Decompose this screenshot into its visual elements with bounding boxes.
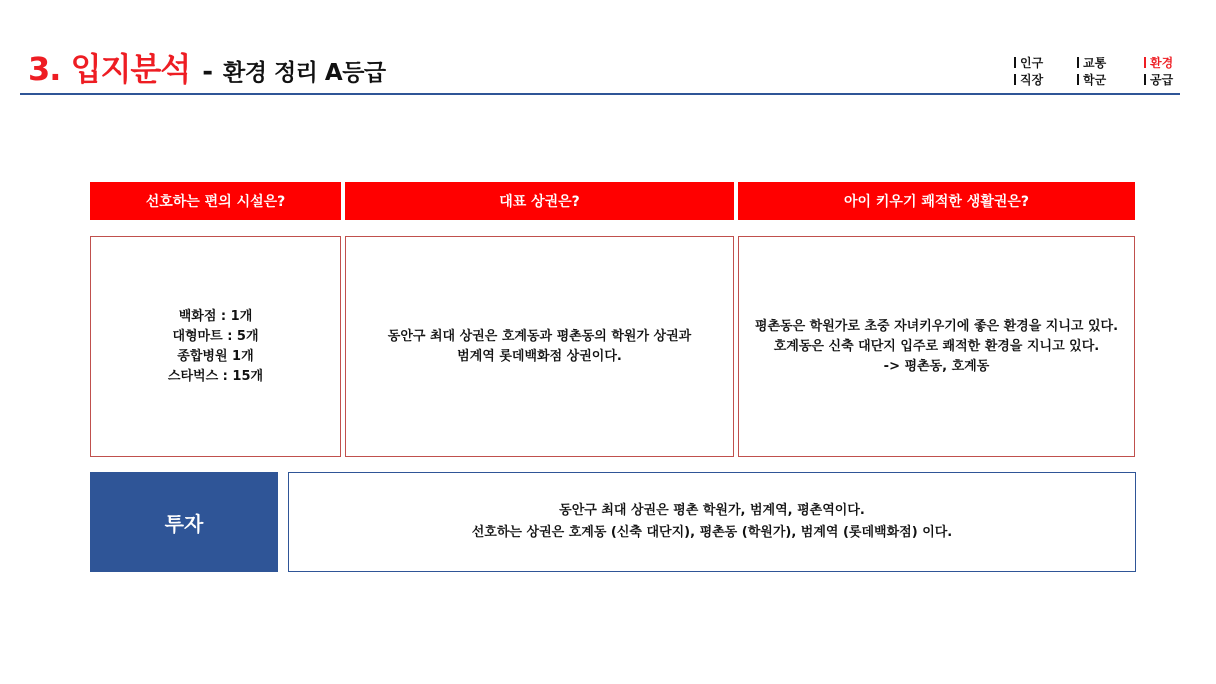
nav-bar-icon	[1077, 57, 1079, 68]
commercial-area-header: 대표 상권은?	[345, 182, 734, 220]
living-area-box	[738, 236, 1135, 457]
commercial-line: 범계역 롯데백화점 상권이다.	[457, 348, 622, 364]
facility-line: 종합병원 1개	[177, 348, 254, 364]
facility-line: 스타벅스 : 15개	[167, 368, 264, 384]
nav-item-school-district[interactable]: 학군	[1077, 72, 1106, 89]
facility-line: 백화점 : 1개	[178, 308, 253, 324]
nav-item-environment[interactable]: 환경	[1144, 55, 1173, 72]
title-separator: -	[202, 57, 214, 87]
living-area-header: 아이 키우기 쾌적한 생활권은?	[738, 182, 1135, 220]
investment-line: 동안구 최대 상권은 평촌 학원가, 범계역, 평촌역이다.	[559, 503, 865, 518]
nav-bar-icon	[1077, 74, 1079, 85]
nav-bar-icon	[1014, 74, 1016, 85]
nav-item-transport[interactable]: 교통	[1077, 55, 1106, 72]
nav-bar-icon	[1144, 57, 1146, 68]
investment-label: 투자	[90, 472, 278, 572]
facilities-header: 선호하는 편의 시설은?	[90, 182, 341, 220]
page-title	[28, 44, 386, 90]
nav-item-population[interactable]: 인구	[1014, 55, 1043, 72]
commercial-line: 동안구 최대 상권은 호계동과 평촌동의 학원가 상권과	[387, 328, 692, 344]
nav-bar-icon	[1014, 57, 1016, 68]
nav-item-workplace[interactable]: 직장	[1014, 72, 1043, 89]
nav-bar-icon	[1144, 74, 1146, 85]
nav-item-supply[interactable]: 공급	[1144, 72, 1173, 89]
header-divider	[20, 93, 1180, 95]
living-line: -> 평촌동, 호계동	[883, 358, 990, 374]
nav-group-3	[1144, 55, 1173, 89]
investment-summary	[288, 472, 1136, 572]
facility-line: 대형마트 : 5개	[172, 328, 259, 344]
commercial-area-box	[345, 236, 734, 457]
facilities-box	[90, 236, 341, 457]
title-subtitle: 환경 정리 A등급	[223, 60, 386, 86]
title-main: 3. 입지분석	[28, 50, 191, 88]
living-line: 평촌동은 학원가로 초중 자녀키우기에 좋은 환경을 지니고 있다.	[754, 318, 1119, 334]
investment-line: 선호하는 상권은 호계동 (신축 대단지), 평촌동 (학원가), 범계역 (롯데백화점) 이다.	[471, 525, 953, 540]
nav-group-2	[1077, 55, 1106, 89]
living-line: 호계동은 신축 대단지 입주로 쾌적한 환경을 지니고 있다.	[773, 338, 1100, 354]
nav-group-1	[1014, 55, 1043, 89]
